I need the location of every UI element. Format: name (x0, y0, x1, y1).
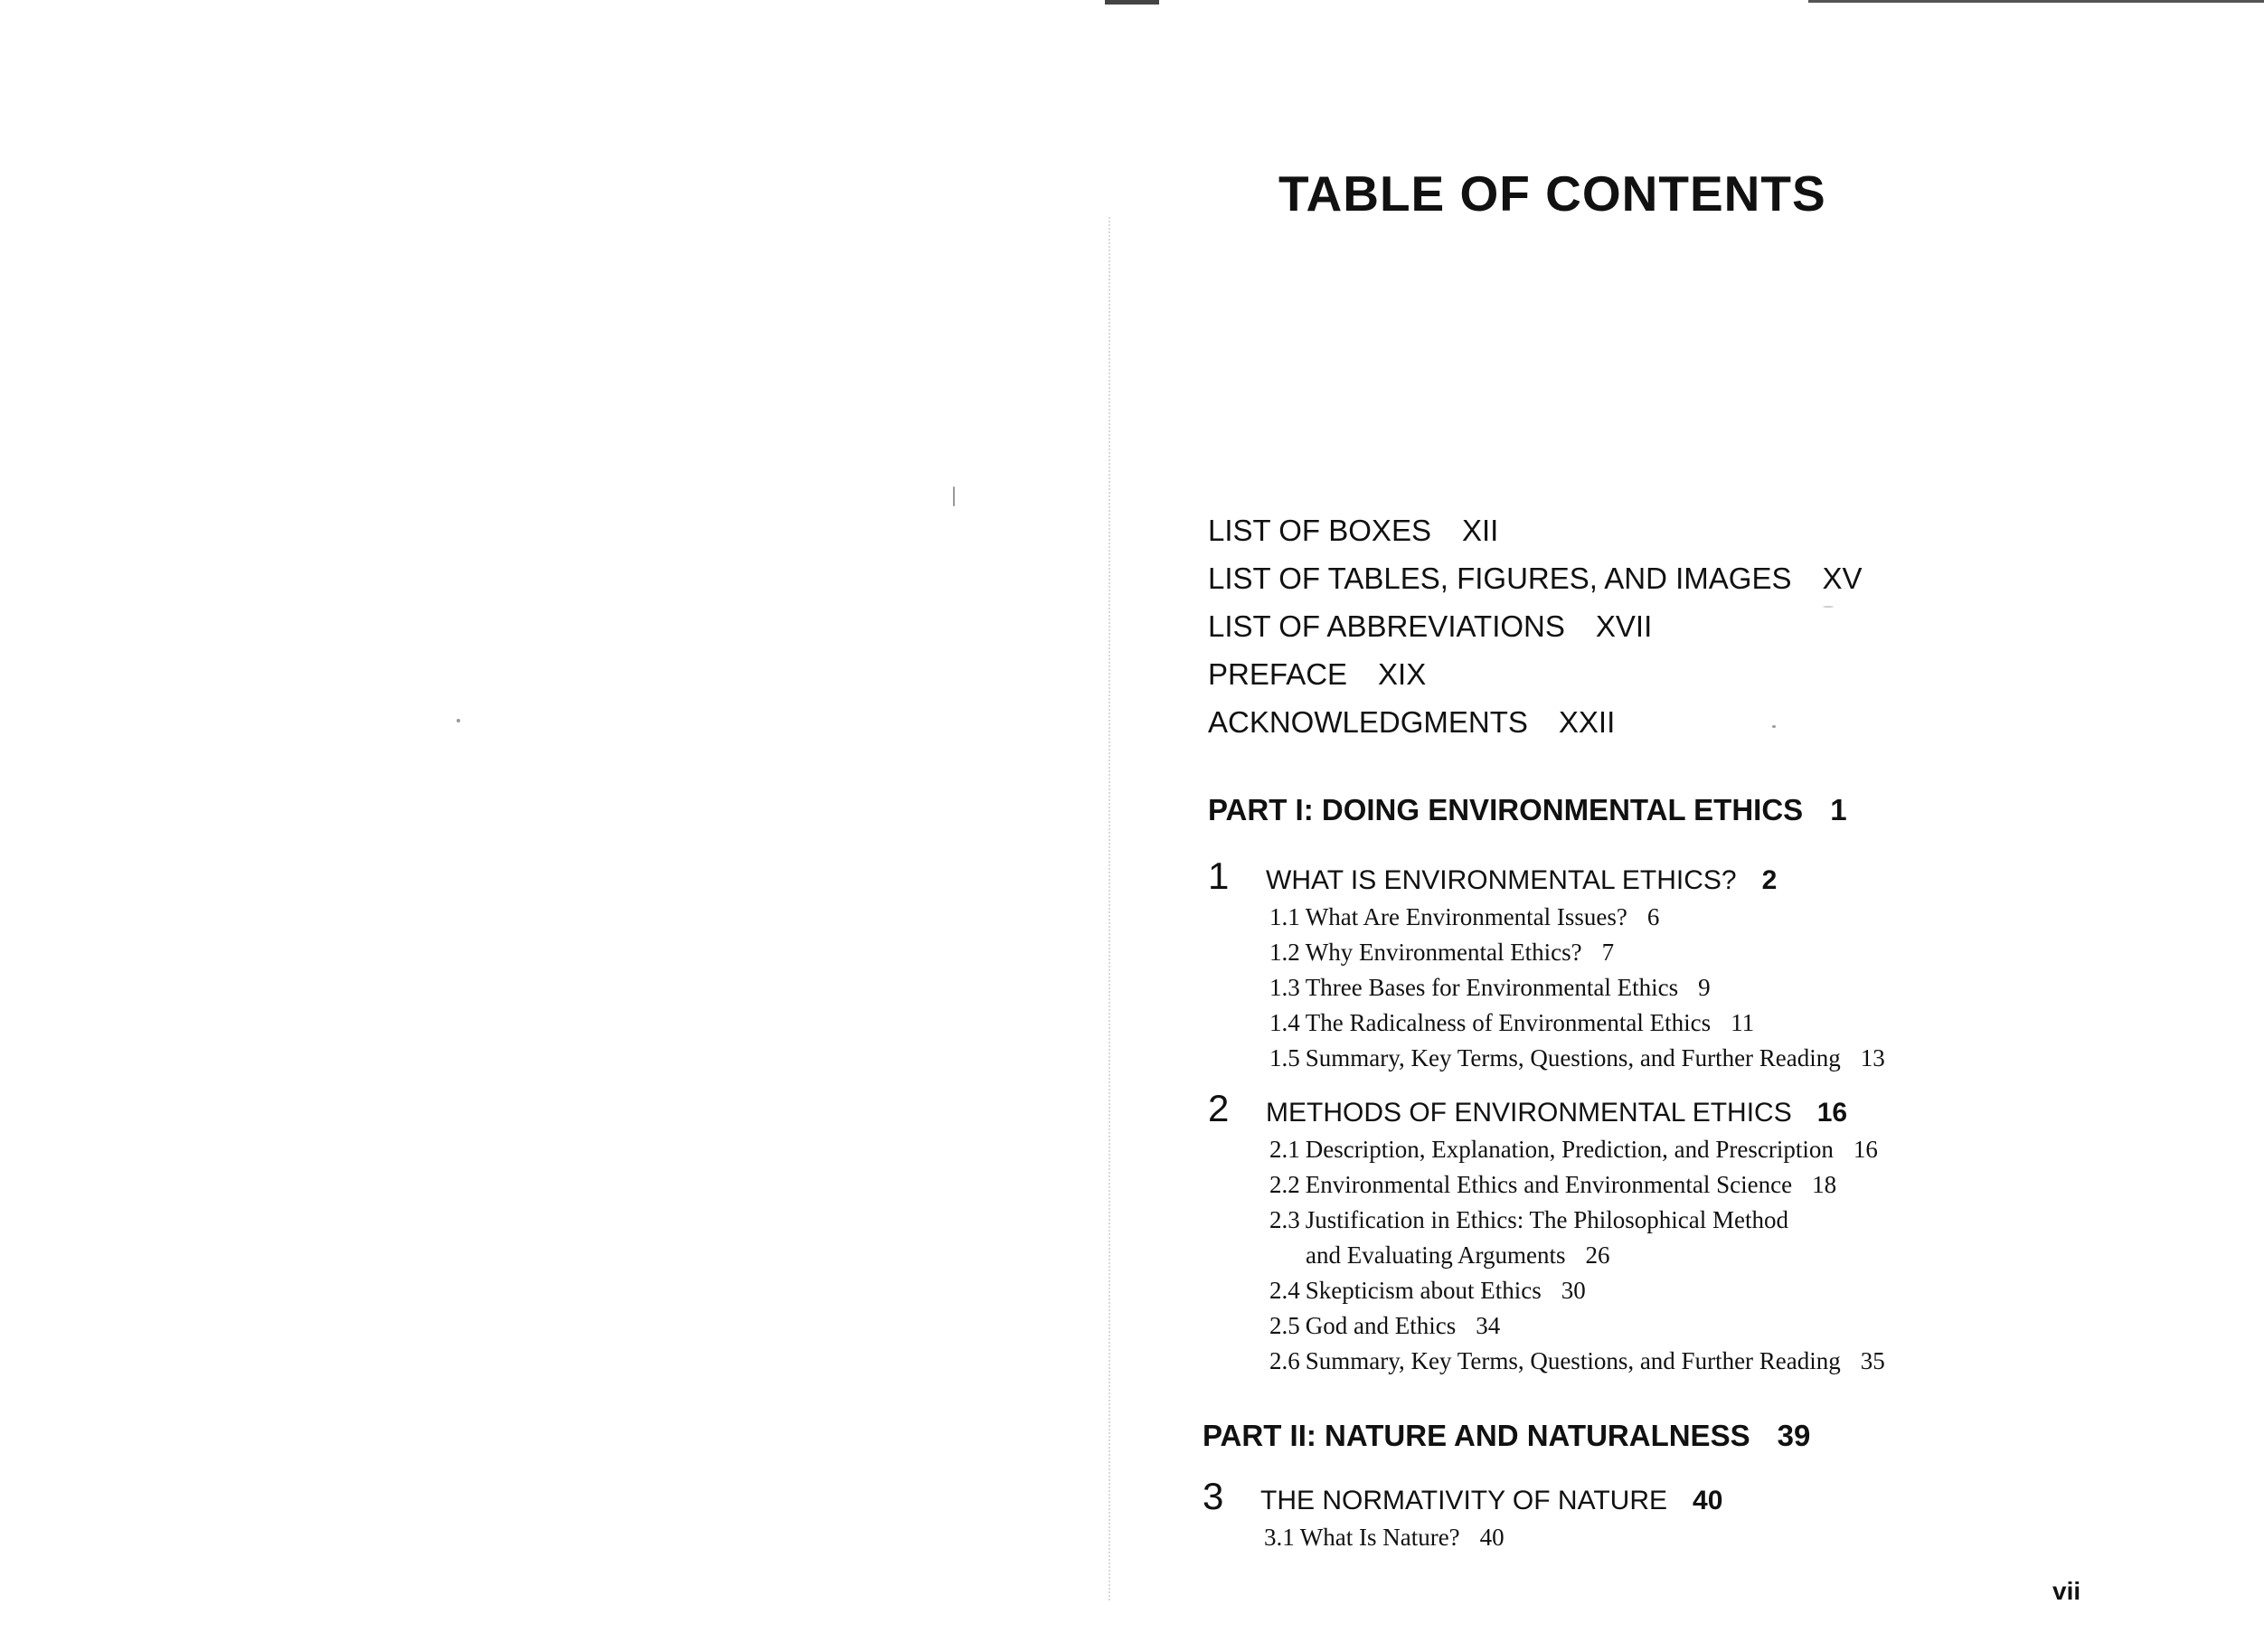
part-label: PART II: NATURE AND NATURALNESS (1203, 1419, 1750, 1452)
section-page: 7 (1601, 939, 1615, 966)
page-title: TABLE OF CONTENTS (1278, 165, 1826, 222)
section-number: 2.3 (1269, 1206, 1300, 1233)
chapter-number: 2 (1208, 1087, 1230, 1129)
section-page: 13 (1860, 1044, 1885, 1071)
section-title: Skepticism about Ethics (1305, 1277, 1542, 1304)
toc-entry-label: ACKNOWLEDGMENTS (1208, 705, 1528, 739)
section-title: What Are Environmental Issues? (1305, 903, 1627, 930)
section-title: Environmental Ethics and Environmental Science (1305, 1171, 1793, 1198)
chapter-page: 2 (1761, 865, 1778, 895)
section-number: 1.3 (1269, 974, 1300, 1001)
toc-entry-acknowledgments[interactable] (1208, 698, 2112, 746)
page-gutter (1108, 217, 1110, 1600)
toc-chapter-heading[interactable] (1208, 1087, 2112, 1130)
toc-section[interactable] (1269, 1273, 2112, 1308)
toc-section[interactable] (1269, 1167, 2112, 1203)
front-matter-list (1208, 506, 2112, 746)
section-number: 2.1 (1269, 1136, 1300, 1163)
scan-edge-mark (1105, 0, 1159, 5)
section-title: Why Environmental Ethics? (1305, 939, 1582, 966)
section-number: 1.5 (1269, 1044, 1300, 1071)
section-number: 1.2 (1269, 939, 1300, 966)
toc-entry-label: LIST OF BOXES (1208, 514, 1431, 547)
section-page: 40 (1479, 1524, 1505, 1551)
section-number: 2.4 (1269, 1277, 1300, 1304)
section-title-continuation: and Evaluating Arguments (1306, 1241, 1566, 1269)
section-number: 2.6 (1269, 1347, 1300, 1374)
section-page: 18 (1812, 1171, 1837, 1198)
toc-section[interactable] (1269, 900, 2112, 935)
chapter-page: 16 (1816, 1098, 1848, 1128)
toc-section[interactable] (1264, 1520, 2112, 1555)
section-page: 16 (1853, 1136, 1878, 1163)
chapter-title-text: THE NORMATIVITY OF NATURE (1260, 1486, 1668, 1515)
toc-section[interactable] (1269, 1041, 2112, 1076)
chapter-sections (1269, 900, 2112, 1076)
toc-section[interactable] (1269, 1132, 2112, 1167)
scan-edge-line (1808, 0, 2264, 3)
section-number: 2.2 (1269, 1171, 1300, 1198)
toc-section[interactable] (1269, 935, 2112, 970)
toc-entry-label: LIST OF TABLES, FIGURES, AND IMAGES (1208, 562, 1792, 595)
toc-section[interactable] (1269, 1344, 2112, 1379)
section-title: Justification in Ethics: The Philosophical Method (1305, 1206, 1788, 1233)
chapter-title (1266, 865, 1777, 896)
section-title: What Is Nature? (1299, 1524, 1460, 1551)
toc-chapter-heading[interactable] (1203, 1475, 2112, 1518)
toc-entry-preface[interactable] (1208, 650, 2112, 698)
chapter-title (1266, 1098, 1847, 1128)
section-page: 11 (1731, 1009, 1755, 1036)
chapter-page: 40 (1693, 1486, 1723, 1515)
section-page: 30 (1561, 1277, 1586, 1304)
toc-section[interactable] (1269, 1203, 2112, 1238)
toc-entry-list-of-tables[interactable] (1208, 554, 2112, 602)
part-label: PART I: DOING ENVIRONMENTAL ETHICS (1208, 793, 1804, 826)
page-number: vii (2052, 1577, 2081, 1605)
part-page: 1 (1830, 793, 1847, 826)
section-number: 1.4 (1269, 1009, 1300, 1036)
chapter-sections (1269, 1132, 2112, 1379)
toc-entry-label: PREFACE (1208, 657, 1348, 691)
toc-entry-page: XXII (1558, 705, 1616, 739)
section-number: 1.1 (1269, 903, 1300, 930)
chapter-number: 3 (1203, 1475, 1224, 1517)
toc-entry-page: XV (1822, 562, 1863, 595)
section-title: God and Ethics (1305, 1312, 1457, 1339)
toc-part-heading[interactable] (1208, 788, 2112, 833)
toc-entry-label: LIST OF ABBREVIATIONS (1208, 609, 1565, 643)
section-title: Summary, Key Terms, Questions, and Further Reading (1305, 1044, 1841, 1071)
toc-section-continuation[interactable] (1269, 1238, 2112, 1273)
section-title: Description, Explanation, Prediction, and Prescription (1305, 1136, 1834, 1163)
toc-entry-list-of-boxes[interactable] (1208, 506, 2112, 554)
chapter-title (1260, 1486, 1722, 1516)
toc-part-heading[interactable] (1203, 1413, 2112, 1458)
chapter-title-text: WHAT IS ENVIRONMENTAL ETHICS? (1266, 865, 1737, 895)
chapter-title-text: METHODS OF ENVIRONMENTAL ETHICS (1266, 1098, 1792, 1128)
section-page: 9 (1698, 974, 1711, 1001)
section-title: Three Bases for Environmental Ethics (1305, 974, 1679, 1001)
table-of-contents (1203, 506, 2112, 1555)
section-page: 35 (1860, 1347, 1885, 1374)
section-number: 3.1 (1264, 1524, 1295, 1551)
section-page: 26 (1585, 1241, 1610, 1269)
section-title: Summary, Key Terms, Questions, and Further Reading (1305, 1347, 1841, 1374)
section-number: 2.5 (1269, 1312, 1300, 1339)
section-page: 6 (1646, 903, 1660, 930)
toc-entry-page: XII (1461, 514, 1499, 547)
toc-section[interactable] (1269, 970, 2112, 1005)
section-title: The Radicalness of Environmental Ethics (1305, 1009, 1712, 1036)
toc-chapter-heading[interactable] (1208, 854, 2112, 898)
scan-speck (457, 719, 460, 722)
chapter-sections (1264, 1520, 2112, 1555)
chapter-number: 1 (1208, 854, 1230, 897)
toc-section[interactable] (1269, 1308, 2112, 1344)
toc-section[interactable] (1269, 1005, 2112, 1041)
part-page: 39 (1777, 1419, 1811, 1452)
section-page: 34 (1476, 1312, 1501, 1339)
toc-entry-page: XVII (1595, 609, 1653, 643)
scan-speck (953, 486, 955, 506)
toc-entry-list-of-abbreviations[interactable] (1208, 602, 2112, 650)
toc-entry-page: XIX (1378, 657, 1427, 691)
